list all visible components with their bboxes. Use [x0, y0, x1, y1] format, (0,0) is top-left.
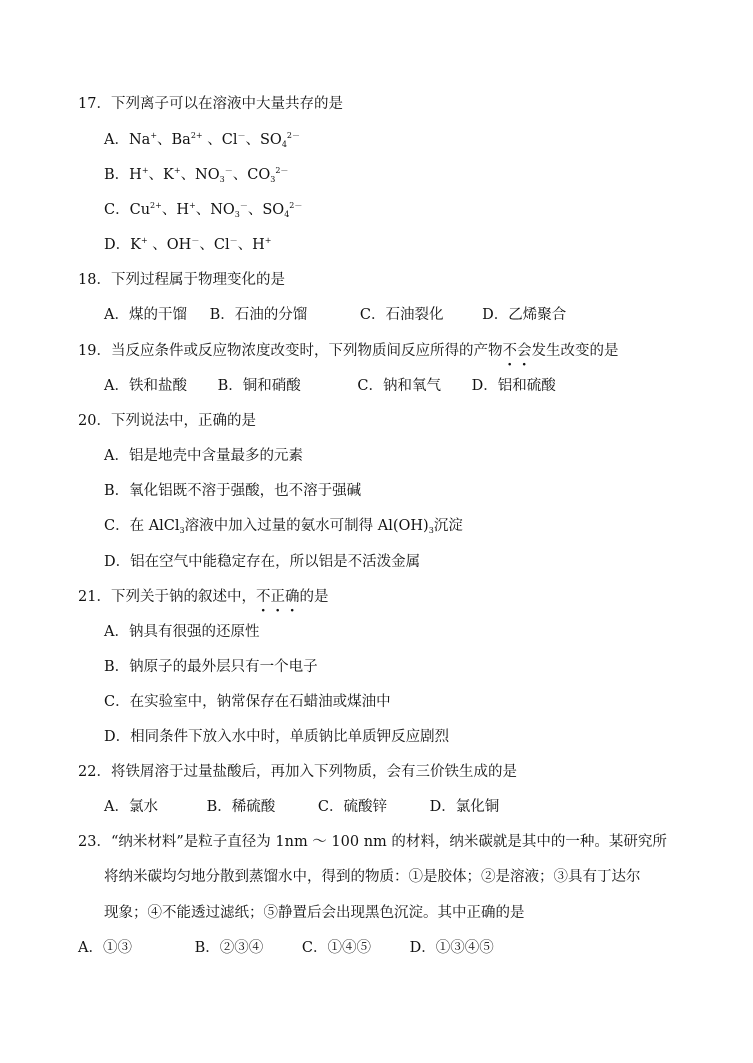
q18-option-d: D．乙烯聚合	[482, 307, 567, 323]
question-17-stem: 17．下列离子可以在溶液中大量共存的是	[78, 96, 343, 112]
question-20-stem: 20．下列说法中，正确的是	[78, 413, 256, 429]
question-18-stem: 18．下列过程属于物理变化的是	[78, 272, 285, 288]
q17-option-d: D．K+ 、OH－、Cl－、H+	[104, 236, 272, 253]
q23-option-c: C．①④⑤	[301, 940, 371, 956]
q22-option-a: A．氯水	[104, 799, 158, 815]
q20-option-b: B．氧化铝既不溶于强酸，也不溶于强碱	[104, 483, 362, 499]
q23-options	[78, 938, 494, 958]
q21-option-d: D．相同条件下放入水中时，单质钠比单质钾反应剧烈	[104, 729, 450, 745]
q18-options	[104, 305, 566, 325]
q21-option-a: A．钠具有很强的还原性	[104, 624, 260, 640]
question-23-stem-line-2: 将纳米碳均匀地分散到蒸馏水中，得到的物质：①是胶体；②是溶液；③具有丁达尔	[104, 869, 641, 885]
q18-option-b: B．石油的分馏	[209, 307, 308, 323]
q17-option-a: A．Na+、$Ba^{2+}$ 、Cl－、$SO_4^{2-}$	[104, 131, 300, 149]
q19-options	[104, 376, 556, 396]
question-21-stem: 21．下列关于钠的叙述中，不正确的是	[78, 589, 329, 605]
question-22-stem: 22．将铁屑溶于过量盐酸后，再加入下列物质，会有三价铁生成的是	[78, 764, 517, 780]
q19-option-b: B．铜和硝酸	[217, 378, 301, 394]
q19-option-a: A．铁和盐酸	[104, 378, 187, 394]
q18-option-a: A．煤的干馏	[104, 307, 187, 323]
q23-option-d: D．①③④⑤	[409, 940, 494, 956]
q17-option-c: C．$Cu^{2+}$、H+、$NO_3^-$、$SO_4^{2-}$	[104, 201, 303, 219]
q20-option-c: C．在 AlCl$_3$溶液中加入过量的氨水可制得 $Al(OH)_3$沉淀	[104, 518, 463, 535]
emphasis-dot: 确	[284, 589, 300, 605]
q19-option-c: C．钠和氧气	[357, 378, 441, 394]
q19-option-d: D．铝和硫酸	[471, 378, 556, 394]
question-19-stem: 19．当反应条件或反应物浓度改变时，下列物质间反应所得的产物不会发生改变的是	[78, 343, 619, 359]
q22-option-d: D．氯化铜	[429, 799, 500, 815]
q22-options	[104, 797, 499, 817]
q17-option-b: B．H+、K+、$NO_3^-$、$CO_3^{2-}$	[104, 166, 289, 184]
q22-option-b: B．稀硫酸	[206, 799, 276, 815]
emphasis-dot: 不	[502, 343, 517, 359]
emphasis-dot: 会	[516, 343, 532, 359]
q18-option-c: C．石油裂化	[359, 307, 444, 323]
q23-option-a: A．①③	[78, 940, 132, 956]
emphasis-dot: 不	[255, 589, 271, 605]
q23-option-b: B．②③④	[194, 940, 264, 956]
question-23-stem-line-3: 现象；④不能透过滤纸；⑤静置后会出现黑色沉淀。其中正确的是	[104, 905, 525, 921]
q21-option-c: C．在实验室中，钠常保存在石蜡油或煤油中	[104, 694, 391, 710]
q22-option-c: C．硫酸锌	[317, 799, 387, 815]
q21-option-b: B．钠原子的最外层只有一个电子	[104, 659, 318, 675]
q20-option-d: D．铝在空气中能稳定存在，所以铝是不活泼金属	[104, 554, 421, 570]
emphasis-dot: 正	[270, 589, 285, 605]
q20-option-a: A．铝是地壳中含量最多的元素	[104, 448, 303, 464]
question-23-stem-line-1: 23．“纳米材料”是粒子直径为 1nm ～ 100 nm 的材料，纳米碳就是其中的一种。某研究所	[78, 834, 667, 850]
